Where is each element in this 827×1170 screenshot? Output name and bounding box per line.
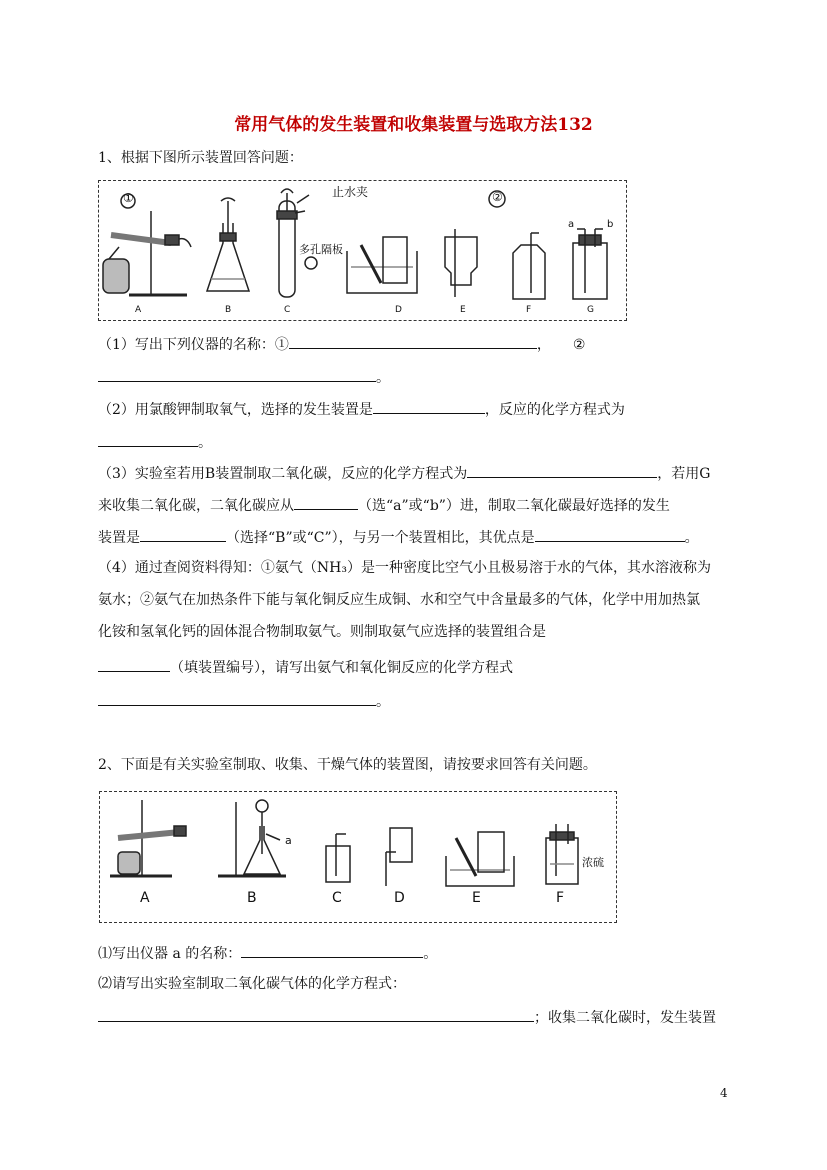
fig2-label-c: C bbox=[332, 890, 342, 906]
port-a-label: a bbox=[568, 219, 575, 230]
q1-figure bbox=[98, 180, 627, 321]
q2-part1: ⑴写出仪器 a 的名称： 。 bbox=[98, 942, 437, 964]
fig1-label-c: C bbox=[284, 305, 291, 315]
answer-blank[interactable] bbox=[98, 690, 376, 706]
answer-blank[interactable] bbox=[140, 526, 226, 542]
fig1-label-g: G bbox=[587, 305, 594, 315]
q2-part2-cont: ；收集二氧化碳时，发生装置 bbox=[98, 1006, 716, 1028]
fig1-label-a: A bbox=[135, 305, 142, 315]
q1-part3-line2: 来收集二氧化碳，二氧化碳应从 （选“a”或“b”）进，制取二氧化碳最好选择的发生 bbox=[98, 494, 670, 516]
collection-bottle-icon bbox=[513, 245, 545, 299]
q2-stem: 2、下面是有关实验室制取、收集、干燥气体的装置图，请按要求回答有关问题。 bbox=[98, 757, 597, 773]
fig1-label-d: D bbox=[395, 305, 402, 315]
answer-blank[interactable] bbox=[373, 398, 485, 414]
answer-blank[interactable] bbox=[98, 656, 170, 672]
q1-apparatus-drawing bbox=[99, 181, 626, 320]
answer-blank[interactable] bbox=[535, 526, 685, 542]
port-b-label: b bbox=[607, 219, 614, 230]
answer-blank[interactable] bbox=[98, 366, 376, 382]
q2-part2: ⑵请写出实验室制取二氧化碳气体的化学方程式： bbox=[98, 976, 406, 992]
gas-washing-bottle-icon bbox=[546, 838, 578, 884]
clamp-label: 止水夹 bbox=[332, 185, 369, 199]
q1-part1-cont: 。 bbox=[98, 366, 390, 388]
fig1-label-b: B bbox=[225, 305, 232, 315]
q1-part3-line1: （3）实验室若用B装置制取二氧化碳，反应的化学方程式为 ，若用G bbox=[98, 462, 710, 484]
q1-part4-line1: （4）通过查阅资料得知：①氨气（NH₃）是一种密度比空气小且极易溶于水的气体，其水溶液称为 bbox=[98, 560, 711, 576]
q1-part4-line2: 氨水；②氨气在加热条件下能与氧化铜反应生成铜、水和空气中含量最多的气体，化学中用加热氯 bbox=[98, 592, 700, 608]
page-number: 4 bbox=[720, 1086, 728, 1100]
q1-part3-line3: 装置是 （选择“B”或“C”），与另一个装置相比，其优点是 。 bbox=[98, 526, 699, 548]
q1-stem: 1、根据下图所示装置回答问题： bbox=[98, 150, 303, 166]
test-tube-icon bbox=[118, 832, 180, 838]
fig2-label-f: F bbox=[556, 890, 565, 906]
inverted-bottle-icon bbox=[445, 237, 477, 285]
fig1-label-e: E bbox=[460, 305, 466, 315]
plate-label: 多孔隔板 bbox=[299, 243, 343, 256]
page-title: 常用气体的发生装置和收集装置与选取方法132 bbox=[234, 115, 593, 135]
q1-part2-cont: 。 bbox=[98, 431, 212, 453]
gas-jar-icon bbox=[383, 237, 407, 283]
fig2-label-a: A bbox=[140, 890, 150, 906]
marker-2: ② bbox=[492, 190, 503, 204]
answer-blank[interactable] bbox=[98, 431, 198, 447]
q1-part4-line5: 。 bbox=[98, 690, 390, 712]
q2-apparatus-drawing bbox=[100, 792, 616, 922]
fig1-label-f: F bbox=[526, 305, 532, 315]
q1-part1: （1）写出下列仪器的名称：① ， ② bbox=[98, 333, 585, 355]
alcohol-lamp-icon bbox=[103, 259, 129, 293]
fig2-label-b: B bbox=[247, 890, 257, 906]
gas-jar-icon bbox=[478, 832, 504, 872]
q1-part2: （2）用氯酸钾制取氧气，选择的发生装置是 ，反应的化学方程式为 bbox=[98, 398, 625, 420]
inverted-bottle-icon bbox=[390, 828, 412, 862]
collection-bottle-icon bbox=[326, 846, 350, 882]
fig2-label-e: E bbox=[472, 890, 481, 906]
q1-part4-line3: 化铵和氢氧化钙的固体混合物制取氨气。则制取氨气应选择的装置组合是 bbox=[98, 624, 546, 640]
test-tube-icon bbox=[111, 235, 171, 243]
marker-1: ① bbox=[123, 191, 134, 205]
answer-blank[interactable] bbox=[289, 333, 537, 349]
q1-part4-line4: （填装置编号），请写出氨气和氧化铜反应的化学方程式 bbox=[98, 656, 513, 678]
q2-figure bbox=[99, 791, 617, 923]
answer-blank[interactable] bbox=[294, 494, 358, 510]
fig2-label-d: D bbox=[394, 890, 405, 906]
fig2-port-a-label: a bbox=[285, 834, 292, 847]
acid-label: 浓硫 bbox=[582, 856, 604, 869]
gas-washing-bottle-icon bbox=[573, 243, 607, 299]
answer-blank[interactable] bbox=[241, 942, 423, 958]
answer-blank[interactable] bbox=[98, 1006, 534, 1022]
alcohol-lamp-icon bbox=[118, 852, 140, 874]
answer-blank[interactable] bbox=[467, 462, 657, 478]
